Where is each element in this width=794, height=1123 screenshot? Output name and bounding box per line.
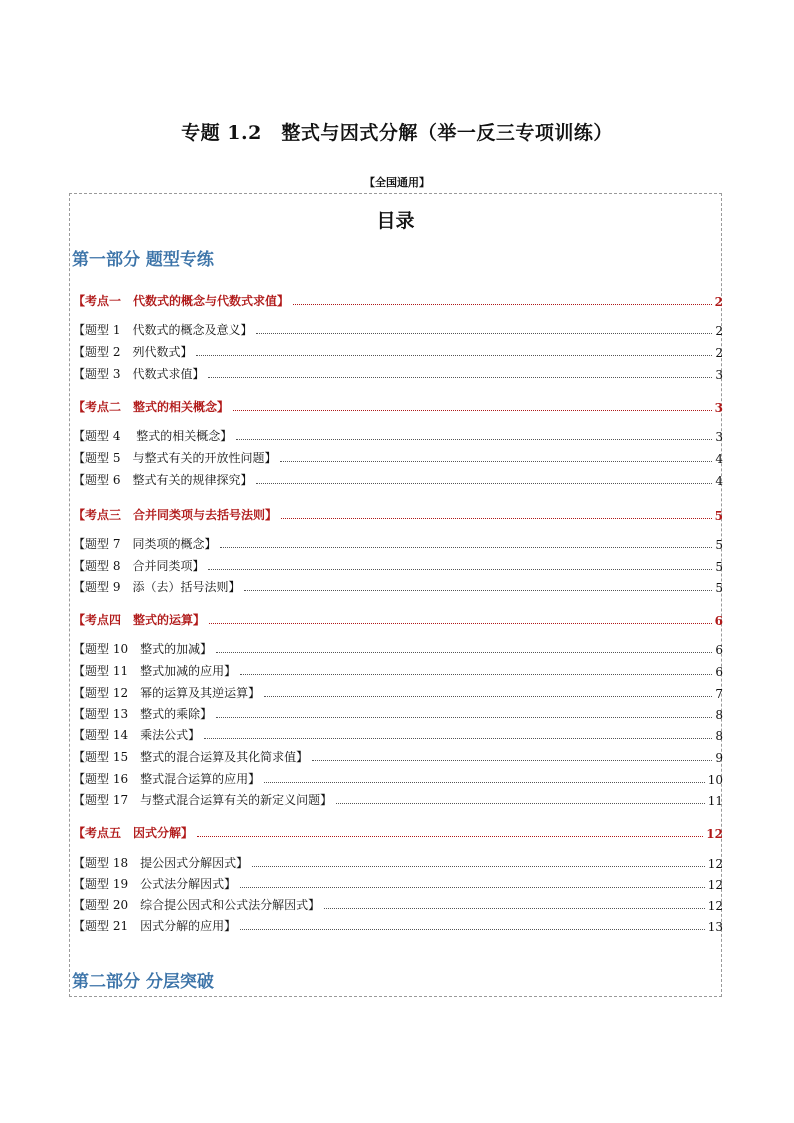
dot-leader — [256, 483, 712, 484]
toc-page-number: 12 — [707, 857, 723, 871]
toc-entry-text: 【题型 14 乘法公式】 — [73, 728, 201, 742]
toc-entry-text: 【题型 3 代数式求值】 — [73, 367, 205, 381]
toc-item[interactable] — [73, 472, 723, 488]
toc-entry-text: 【题型 15 整式的混合运算及其化简求值】 — [73, 750, 309, 764]
dot-leader — [208, 569, 712, 570]
dot-leader — [196, 355, 712, 356]
toc-entry-text: 【题型 10 整式的加减】 — [73, 642, 213, 656]
dot-leader — [216, 652, 712, 653]
dot-leader — [220, 547, 712, 548]
part-one-heading[interactable]: 第一部分 题型专练 — [72, 250, 214, 270]
toc-page-number: 6 — [715, 665, 723, 679]
toc-entry-text: 【题型 7 同类项的概念】 — [73, 537, 217, 551]
toc-entry-text: 【题型 9 添（去）括号法则】 — [73, 580, 241, 594]
toc-page-number: 5 — [714, 509, 723, 523]
toc-item[interactable] — [73, 536, 723, 552]
toc-item[interactable] — [73, 792, 723, 808]
dot-leader — [324, 908, 705, 909]
dot-leader — [240, 674, 712, 675]
toc-item[interactable] — [73, 344, 723, 360]
scope-subtitle: 【全国通用】 — [364, 176, 430, 189]
toc-item[interactable] — [73, 918, 723, 934]
document-title: 专题 1.2 整式与因式分解（举一反三专项训练） — [181, 122, 613, 144]
toc-item[interactable] — [73, 579, 723, 595]
dot-leader — [281, 518, 712, 519]
toc-page-number: 3 — [715, 368, 723, 382]
toc-page-number: 12 — [707, 878, 723, 892]
toc-page-number: 13 — [707, 920, 723, 934]
toc-page-number: 2 — [715, 324, 723, 338]
toc-entry-text: 【考点五 因式分解】 — [73, 826, 194, 840]
toc-item[interactable] — [73, 428, 723, 444]
toc-page-number: 3 — [714, 401, 723, 415]
toc-entry-text: 【考点二 整式的相关概念】 — [73, 400, 230, 414]
toc-entry-text: 【题型 5 与整式有关的开放性问题】 — [73, 451, 277, 465]
toc-entry-text: 【题型 6 整式有关的规律探究】 — [73, 473, 253, 487]
dot-leader — [264, 696, 712, 697]
toc-page-number: 4 — [715, 452, 723, 466]
dot-leader — [240, 929, 705, 930]
toc-page-number: 11 — [707, 794, 723, 808]
dot-leader — [280, 461, 712, 462]
toc-page-number: 7 — [715, 687, 723, 701]
toc-section-1[interactable] — [73, 293, 723, 309]
toc-entry-text: 【题型 8 合并同类项】 — [73, 559, 205, 573]
toc-page-number: 12 — [706, 827, 723, 841]
toc-item[interactable] — [73, 450, 723, 466]
toc-entry-text: 【题型 21 因式分解的应用】 — [73, 919, 237, 933]
toc-page-number: 4 — [715, 474, 723, 488]
toc-entry-text: 【题型 16 整式混合运算的应用】 — [73, 772, 261, 786]
toc-section-5[interactable] — [73, 825, 723, 841]
toc-heading: 目录 — [376, 210, 415, 232]
toc-item[interactable] — [73, 749, 723, 765]
toc-entry-text: 【题型 1 代数式的概念及意义】 — [73, 323, 253, 337]
toc-entry-text: 【题型 20 综合提公因式和公式法分解因式】 — [73, 898, 321, 912]
toc-entry-text: 【题型 11 整式加减的应用】 — [73, 664, 237, 678]
toc-page-number: 12 — [707, 899, 723, 913]
toc-item[interactable] — [73, 706, 723, 722]
toc-section-2[interactable] — [73, 399, 723, 415]
toc-page-number: 6 — [714, 614, 723, 628]
toc-entry-text: 【题型 2 列代数式】 — [73, 345, 193, 359]
dot-leader — [216, 717, 712, 718]
toc-item[interactable] — [73, 855, 723, 871]
dot-leader — [208, 377, 712, 378]
toc-entry-text: 【考点三 合并同类项与去括号法则】 — [73, 508, 278, 522]
toc-page-number: 5 — [715, 581, 723, 595]
dot-leader — [293, 304, 712, 305]
toc-page-number: 2 — [715, 346, 723, 360]
toc-item[interactable] — [73, 558, 723, 574]
dot-leader — [336, 803, 705, 804]
dot-leader — [197, 836, 703, 837]
toc-page-number: 9 — [715, 751, 723, 765]
dot-leader — [244, 590, 712, 591]
toc-page-number: 3 — [715, 430, 723, 444]
toc-entry-text: 【题型 19 公式法分解因式】 — [73, 877, 237, 891]
dot-leader — [204, 738, 712, 739]
toc-entry-text: 【题型 4 整式的相关概念】 — [73, 429, 233, 443]
toc-page-number: 5 — [715, 560, 723, 574]
dot-leader — [240, 887, 705, 888]
toc-section-3[interactable] — [73, 507, 723, 523]
toc-item[interactable] — [73, 322, 723, 338]
toc-entry-text: 【考点四 整式的运算】 — [73, 613, 206, 627]
dot-leader — [256, 333, 712, 334]
toc-page-number: 2 — [714, 295, 723, 309]
table-of-contents — [69, 193, 722, 997]
dot-leader — [264, 782, 705, 783]
toc-entry-text: 【考点一 代数式的概念与代数式求值】 — [73, 294, 290, 308]
dot-leader — [236, 439, 712, 440]
toc-entry-text: 【题型 17 与整式混合运算有关的新定义问题】 — [73, 793, 333, 807]
toc-item[interactable] — [73, 685, 723, 701]
toc-section-4[interactable] — [73, 612, 723, 628]
toc-entry-text: 【题型 13 整式的乘除】 — [73, 707, 213, 721]
toc-item[interactable] — [73, 641, 723, 657]
toc-page-number: 8 — [715, 708, 723, 722]
toc-page-number: 10 — [707, 773, 723, 787]
part-two-heading[interactable]: 第二部分 分层突破 — [72, 972, 214, 992]
dot-leader — [209, 623, 712, 624]
toc-item[interactable] — [73, 771, 723, 787]
toc-item[interactable] — [73, 727, 723, 743]
toc-entry-text: 【题型 12 幂的运算及其逆运算】 — [73, 686, 261, 700]
dot-leader — [233, 410, 712, 411]
toc-page-number: 5 — [715, 538, 723, 552]
toc-item[interactable] — [73, 663, 723, 679]
toc-page-number: 6 — [715, 643, 723, 657]
dot-leader — [252, 866, 705, 867]
toc-item[interactable] — [73, 876, 723, 892]
toc-item[interactable] — [73, 366, 723, 382]
toc-entry-text: 【题型 18 提公因式分解因式】 — [73, 856, 249, 870]
toc-item[interactable] — [73, 897, 723, 913]
toc-page-number: 8 — [715, 729, 723, 743]
dot-leader — [312, 760, 712, 761]
